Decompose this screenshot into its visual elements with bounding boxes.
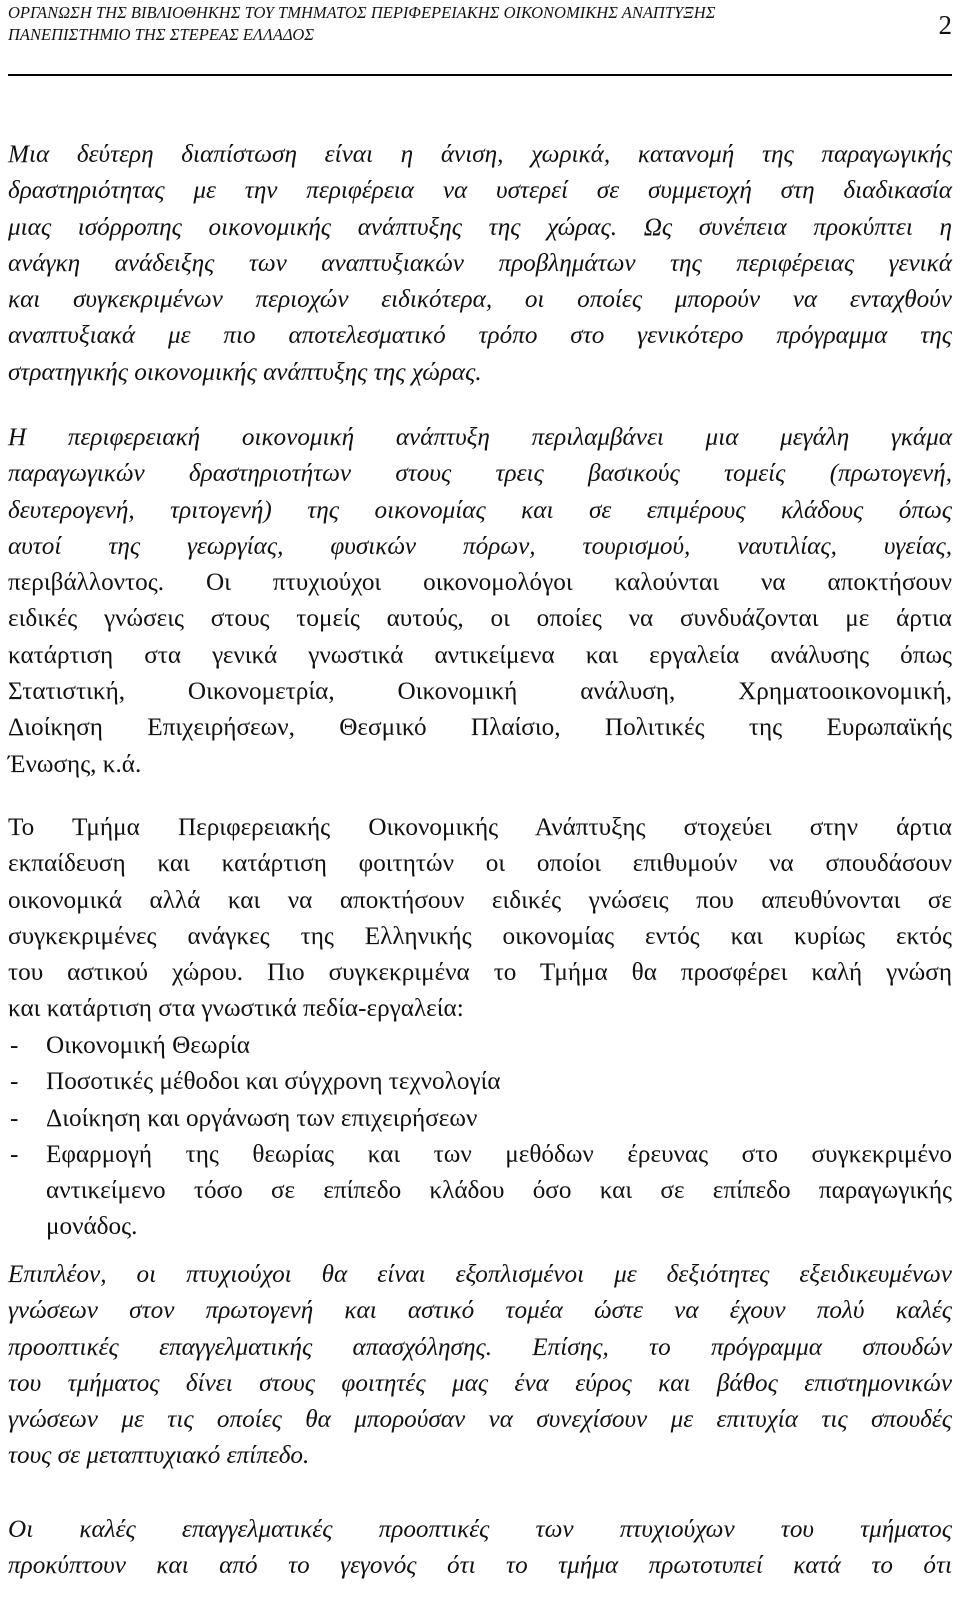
paragraph-line: και συγκεκριμένων περιοχών ειδικότερα, οι οποίες μπορούν να ενταχθούν — [8, 286, 952, 314]
header-line-1: ΟΡΓΑΝΩΣΗ ΤΗΣ ΒΙΒΛΙΟΘΗΚΗΣ ΤΟΥ ΤΜΗΜΑΤΟΣ ΠΕΡΙΦΕΡΕΙΑΚΗΣ ΟΙΚΟΝΟΜΙΚΗΣ ΑΝΑΠΤΥΞΗΣ — [8, 3, 716, 22]
dash-bullet: - — [10, 1140, 19, 1168]
paragraph-line: δραστηριότητας με την περιφέρεια να υστερεί σε συμμετοχή στη διαδικασία — [8, 177, 952, 205]
page-number: 2 — [938, 10, 952, 40]
list-item-text: αντικείμενο τόσο σε επίπεδο κλάδου όσο και σε επίπεδο παραγωγικής — [46, 1177, 952, 1205]
paragraph-line: οικονομικά αλλά και να αποκτήσουν ειδικές γνώσεις που απευθύνονται σε — [8, 886, 952, 914]
paragraph-line: αυτοί της γεωργίας, φυσικών πόρων, τουρισμού, ναυτιλίας, υγείας, — [8, 532, 952, 560]
paragraph-4 — [8, 1257, 952, 1475]
paragraph-line: Μια δεύτερη διαπίστωση είναι η άνιση, χωρικά, κατανομή της παραγωγικής — [8, 141, 952, 168]
paragraph-line: Διοίκηση Επιχειρήσεων, Θεσμικό Πλαίσιο, Πολιτικές της Ευρωπαϊκής — [8, 714, 952, 742]
field-list — [8, 1028, 952, 1246]
paragraph-line: και κατάρτιση στα γνωστικά πεδία-εργαλεία: — [8, 995, 464, 1023]
paragraph-line: εκπαίδευση και κατάρτιση φοιτητών οι οποίοι επιθυμούν να σπουδάσουν — [8, 850, 952, 878]
paragraph-line: μιας ισόρροπης οικονομικής ανάπτυξης της χώρας. Ως συνέπεια προκύπτει η — [8, 213, 952, 241]
list-item-text: μονάδος. — [46, 1213, 138, 1241]
list-item — [8, 1101, 952, 1137]
dash-bullet: - — [10, 1104, 19, 1132]
list-item-text: Εφαρμογή της θεωρίας και των μεθόδων έρευνας στο συγκεκριμένο — [46, 1140, 952, 1168]
paragraph-line: γνώσεων στον πρωτογενή και αστικό τομέα ώστε να έχουν πολύ καλές — [8, 1297, 952, 1325]
paragraph-line: γνώσεων με τις οποίες θα μπορούσαν να συνεχίσουν με επιτυχία τις σπουδές — [8, 1406, 952, 1434]
paragraph-line: Η περιφερειακή οικονομική ανάπτυξη περιλαμβάνει μια μεγάλη γκάμα — [8, 424, 952, 451]
list-item-text: Ποσοτικές μέθοδοι και σύγχρονη τεχνολογία — [46, 1068, 501, 1096]
paragraph-line: Ένωσης, κ.ά. — [8, 750, 142, 778]
paragraph-line: προκύπτουν και από το γεγονός ότι το τμήμα πρωτοτυπεί κατά το ότι — [8, 1552, 952, 1580]
paragraph-line: του αστικού χώρου. Πιο συγκεκριμένα το Τμήμα θα προσφέρει καλή γνώση — [8, 959, 952, 987]
paragraph-line: τους σε μεταπτυχιακό επίπεδο. — [8, 1442, 310, 1470]
paragraph-line: ειδικές γνώσεις στους τομείς αυτούς, οι οποίες να συνδυάζονται με άρτια — [8, 605, 952, 633]
page-header — [8, 2, 952, 76]
list-item-text: Διοίκηση και οργάνωση των επιχειρήσεων — [46, 1104, 478, 1132]
paragraph-line: του τμήματος δίνει στους φοιτητές μας ένα εύρος και βάθος επιστημονικών — [8, 1369, 952, 1397]
paragraph-line: κατάρτιση στα γενικά γνωστικά αντικείμενα και εργαλεία ανάλυσης όπως — [8, 641, 952, 669]
paragraph-line: συγκεκριμένες ανάγκες της Ελληνικής οικονομίας εντός και κυρίως εκτός — [8, 922, 952, 950]
paragraph-3 — [8, 810, 952, 1028]
paragraph-line: Το Τμήμα Περιφερειακής Οικονομικής Ανάπτυξης στοχεύει στην άρτια — [8, 814, 952, 841]
list-item — [8, 1028, 952, 1064]
paragraph-line: παραγωγικών δραστηριοτήτων στους τρεις βασικούς τομείς (πρωτογενή, — [8, 460, 952, 488]
paragraph-line: στρατηγικής οικονομικής ανάπτυξης της χώρας. — [8, 358, 482, 386]
paragraph-line: Οι καλές επαγγελματικές προοπτικές των πτυχιούχων του τμήματος — [8, 1516, 952, 1543]
list-item — [8, 1064, 952, 1100]
paragraph-line: δευτερογενή, τριτογενή) της οικονομίας και σε επιμέρους κλάδους όπως — [8, 496, 952, 524]
paragraph-line: Στατιστική, Οικονομετρία, Οικονομική ανάλυση, Χρηματοοικονομική, — [8, 678, 952, 706]
header-line-2: ΠΑΝΕΠΙΣΤΗΜΙΟ ΤΗΣ ΣΤΕΡΕΑΣ ΕΛΛΑΔΟΣ — [8, 25, 315, 44]
paragraph-line: Επιπλέον, οι πτυχιούχοι θα είναι εξοπλισμένοι με δεξιότητες εξειδικευμένων — [8, 1261, 952, 1288]
paragraph-5 — [8, 1512, 952, 1585]
list-item-text: Οικονομική Θεωρία — [46, 1032, 251, 1059]
paragraph-line: αναπτυξιακά με πιο αποτελεσματικό τρόπο στο γενικότερο πρόγραμμα της — [8, 322, 952, 350]
paragraph-line: προοπτικές επαγγελματικής απασχόλησης. Επίσης, το πρόγραμμα σπουδών — [8, 1333, 952, 1361]
dash-bullet: - — [10, 1032, 19, 1059]
dash-bullet: - — [10, 1068, 19, 1096]
paragraph-line: ανάγκη ανάδειξης των αναπτυξιακών προβλημάτων της περιφέρειας γενικά — [8, 249, 952, 277]
list-item — [8, 1137, 952, 1246]
paragraph-2 — [8, 420, 952, 783]
paragraph-line: περιβάλλοντος. Οι πτυχιούχοι οικονομολόγοι καλούνται να αποκτήσουν — [8, 569, 952, 597]
paragraph-1 — [8, 137, 952, 391]
